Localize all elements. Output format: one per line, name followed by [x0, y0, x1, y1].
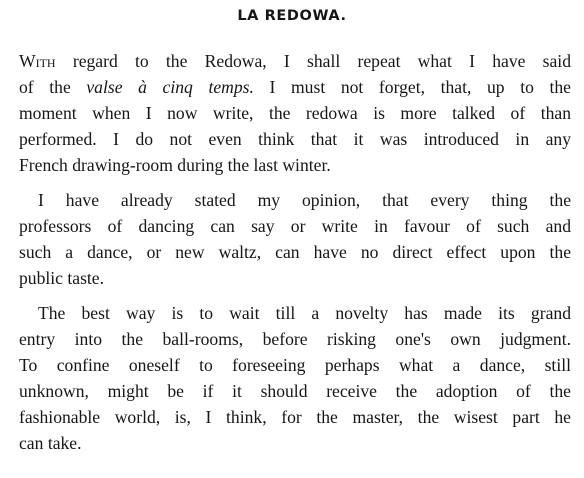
drop-word: With	[19, 51, 56, 71]
text-line: professors of dancing can say or write in favour of such and	[19, 216, 571, 236]
italic-phrase: valse à cinq temps.	[86, 77, 254, 97]
text-line: moment when I now write, the redowa is more talked of than	[19, 103, 571, 123]
text-line: The best way is to wait till a novelty has made its grand	[38, 303, 571, 323]
text-line: public taste.	[19, 268, 105, 288]
text-line: French drawing-room during the last winter.	[19, 155, 331, 175]
text-line: I have already stated my opinion, that every thing the	[38, 190, 571, 210]
text-line	[19, 76, 571, 98]
line-text: I must not forget, that, up to the	[253, 77, 571, 97]
text-line: unknown, might be if it should receive the adoption of the	[19, 381, 571, 401]
text-line: performed. I do not even think that it was introduced in any	[19, 129, 571, 149]
text-line: such a dance, or new waltz, can have no direct effect upon the	[19, 242, 571, 262]
text-line	[19, 50, 571, 72]
text-line: To confine oneself to foreseeing perhaps what a dance, still	[19, 355, 571, 375]
line-text: regard to the Redowa, I shall repeat what I have said	[55, 51, 571, 71]
page-title: LA REDOWA.	[237, 8, 347, 24]
text-line: entry into the ball-rooms, before risking one's own judgment.	[19, 329, 571, 349]
line-text: of the	[19, 77, 87, 97]
text-line: fashionable world, is, I think, for the master, the wisest part he	[19, 407, 571, 427]
text-line: can take.	[19, 433, 82, 453]
